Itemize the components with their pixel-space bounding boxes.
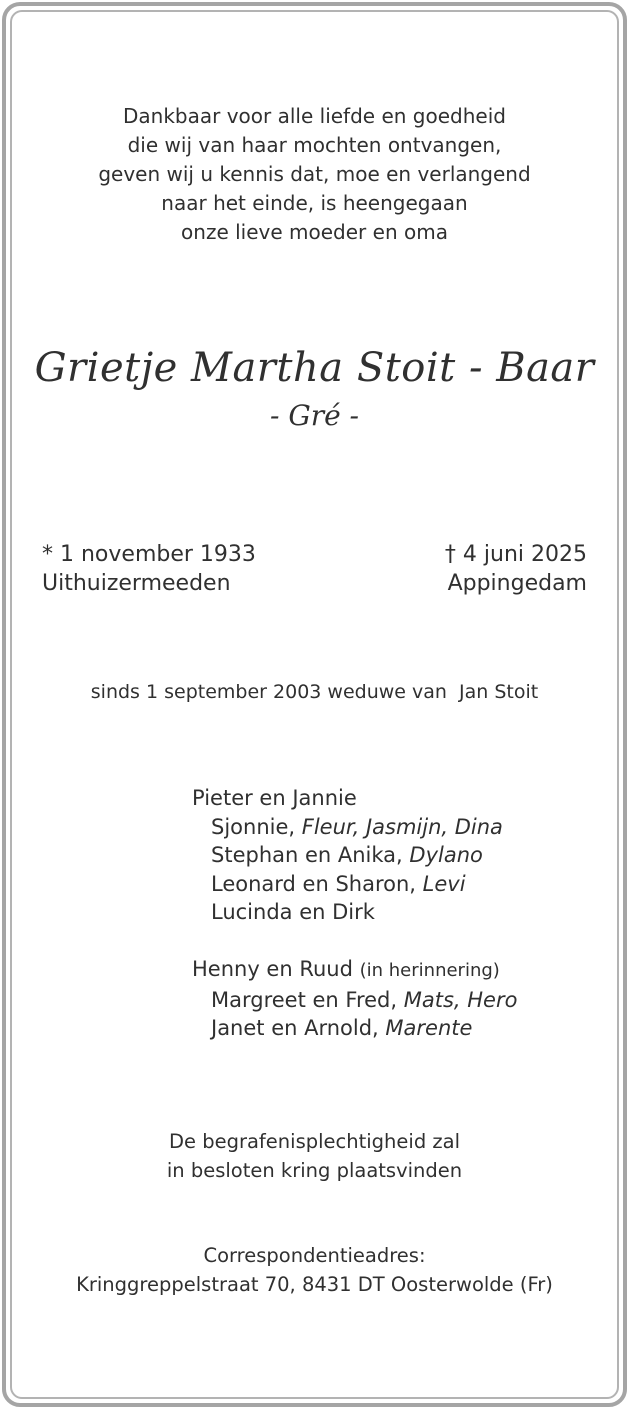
family-child: [192, 898, 612, 927]
funeral-line: in besloten kring plaatsvinden: [166, 1159, 463, 1182]
grandchildren: Dylano: [409, 843, 483, 867]
intro-line: Dankbaar voor alle liefde en goedheid: [123, 104, 506, 128]
grandchildren: Mats, Hero: [403, 987, 518, 1012]
family-child: [192, 813, 612, 842]
birth-place: Uithuizermeeden: [42, 571, 231, 596]
family-child: [192, 870, 612, 899]
grandchildren: Levi: [422, 871, 466, 896]
intro-line: geven wij u kennis dat, moe en verlangend: [98, 162, 531, 186]
correspondence-address: [0, 1241, 629, 1299]
child-names: Lucinda en Dirk: [211, 900, 375, 924]
child-names: Margreet en Fred,: [211, 987, 404, 1012]
widow-line: sinds 1 september 2003 weduwe van Jan Stoit: [90, 681, 539, 703]
deceased-nickname: - Gré -: [269, 399, 360, 432]
child-names: Stephan en Anika,: [211, 843, 410, 867]
child-names: Janet en Arnold,: [211, 1016, 386, 1040]
deceased-name: Grietje Martha Stoit - Baar: [34, 345, 595, 391]
death-info: [445, 540, 587, 598]
intro-text: [0, 102, 629, 247]
death-place: Appingedam: [447, 571, 587, 596]
family-child: [192, 1014, 612, 1043]
in-memory-note: (in herinnering): [359, 960, 500, 981]
grandchildren: Marente: [385, 1016, 473, 1040]
grandchildren: Fleur, Jasmijn, Dina: [301, 814, 503, 839]
child-names: Sjonnie,: [211, 814, 302, 839]
family-head: [192, 955, 612, 986]
funeral-line: De begrafenisplechtigheid zal: [169, 1130, 460, 1153]
family-head-names: Henny en Ruud: [192, 957, 353, 981]
family-head: Pieter en Jannie: [192, 786, 357, 810]
family-list: [192, 784, 612, 1043]
family-child: [192, 986, 612, 1015]
birth-date: * 1 november 1933: [42, 542, 256, 567]
birth-info: [42, 540, 256, 598]
family-spacer: [192, 927, 612, 956]
funeral-notice: [0, 1127, 629, 1185]
intro-line: onze lieve moeder en oma: [181, 220, 448, 244]
intro-line: naar het einde, is heengegaan: [161, 191, 468, 215]
child-names: Leonard en Sharon,: [211, 871, 423, 896]
family-child: [192, 841, 612, 870]
address-label: Correspondentieadres:: [203, 1244, 426, 1267]
address-line: Kringgreppelstraat 70, 8431 DT Oosterwolde (Fr): [76, 1273, 553, 1296]
death-date: † 4 juni 2025: [444, 542, 587, 567]
intro-line: die wij van haar mochten ontvangen,: [127, 133, 502, 157]
